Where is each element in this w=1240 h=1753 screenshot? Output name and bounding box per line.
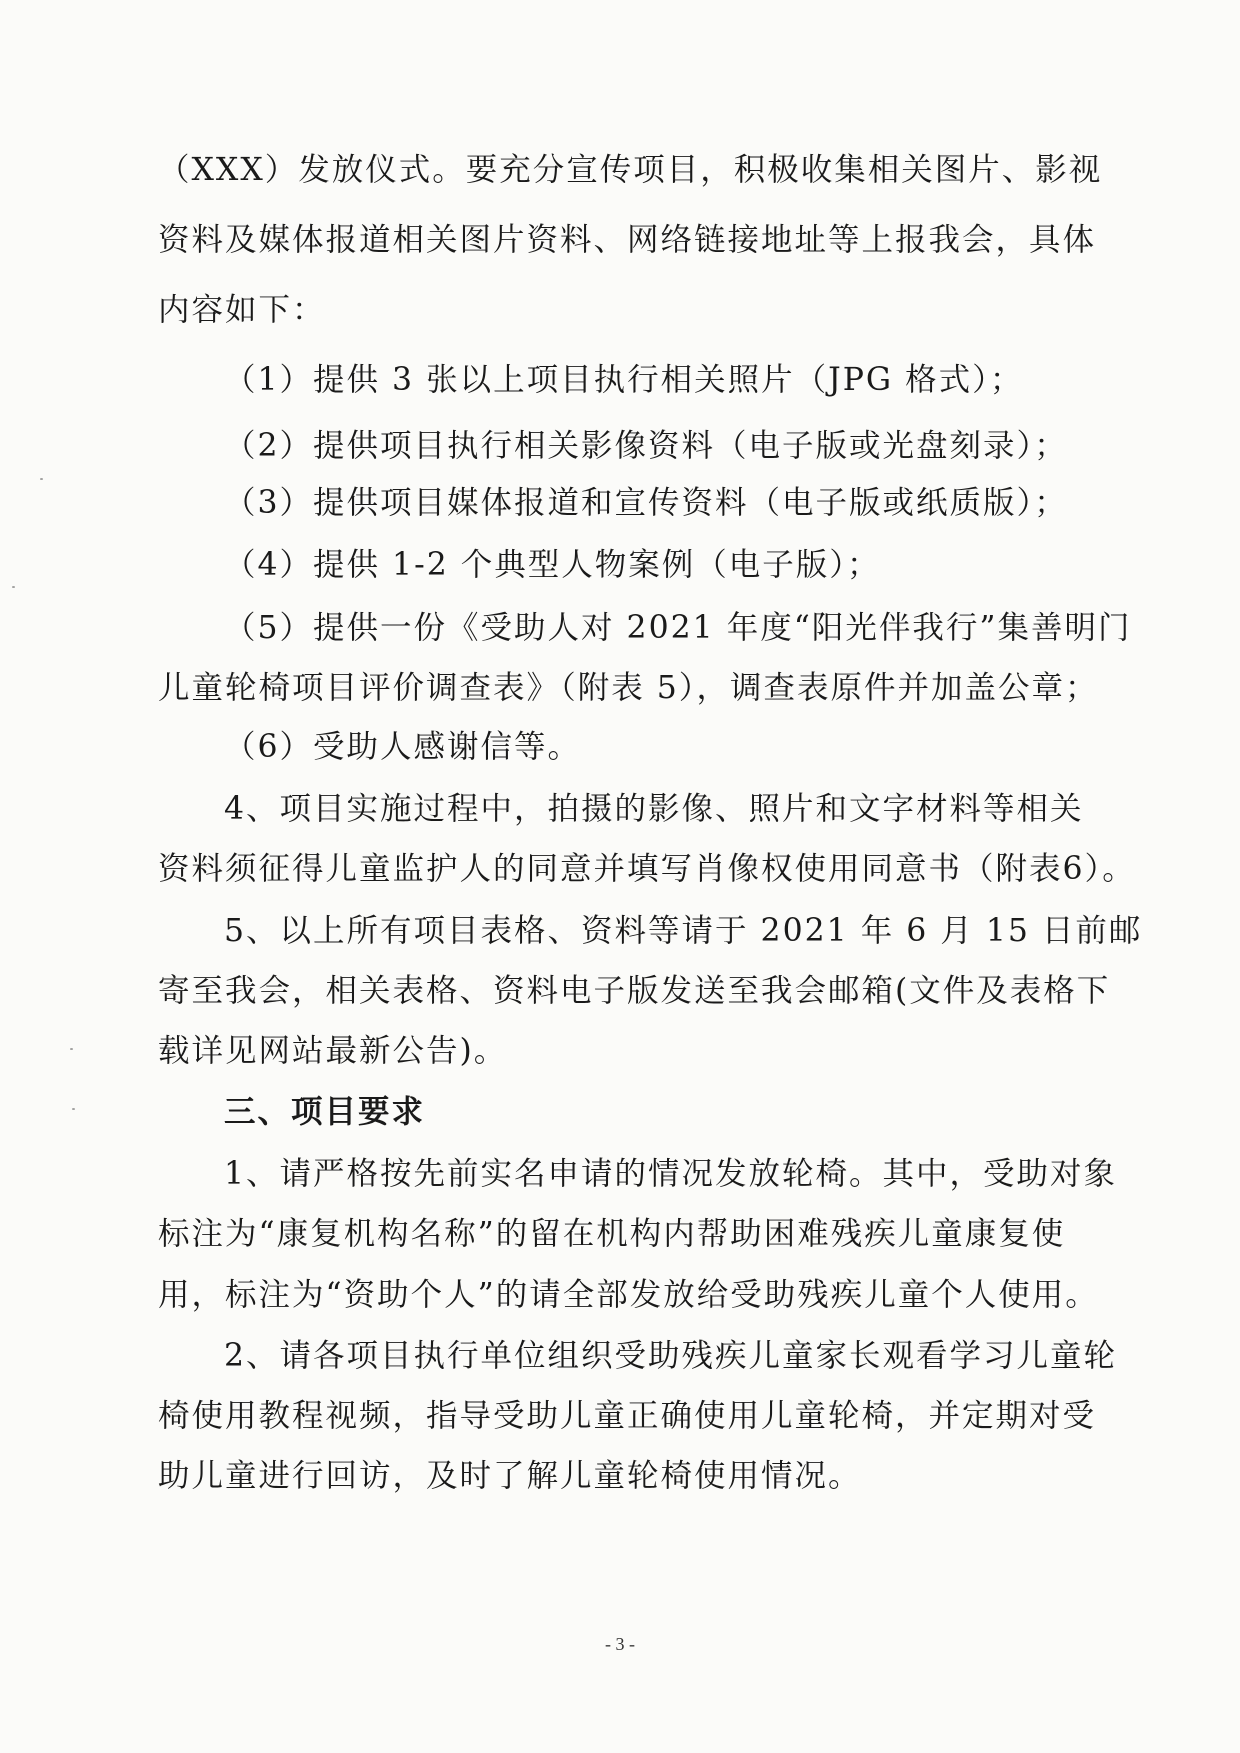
list-item: （3）提供项目媒体报道和宣传资料（电子版或纸质版）；: [224, 485, 1068, 521]
section-heading: 三、项目要求: [224, 1094, 426, 1130]
scan-speck: [72, 1108, 75, 1110]
list-item: （2）提供项目执行相关影像资料（电子版或光盘刻录）；: [224, 428, 1068, 464]
body-text-line: 2、请各项目执行单位组织受助残疾儿童家长观看学习儿童轮: [224, 1338, 1118, 1374]
body-text-line: 内容如下：: [158, 292, 326, 328]
scan-speck: [70, 1048, 73, 1050]
list-item: （4）提供 1-2 个典型人物案例（电子版）；: [224, 547, 881, 583]
body-text-line: 载详见网站最新公告)。: [158, 1033, 508, 1069]
list-item: （6）受助人感谢信等。: [224, 729, 582, 765]
scan-speck: [40, 478, 43, 480]
body-text-line: 椅使用教程视频，指导受助儿童正确使用儿童轮椅，并定期对受: [158, 1398, 1097, 1434]
list-item: （5）提供一份《受助人对 2021 年度“阳光伴我行”集善明门: [224, 610, 1132, 646]
body-text-line: 5、以上所有项目表格、资料等请于 2021 年 6 月 15 日前邮: [224, 913, 1143, 949]
body-text-line: 1、请严格按先前实名申请的情况发放轮椅。其中，受助对象: [224, 1156, 1118, 1192]
list-item: （1）提供 3 张以上项目执行相关照片（JPG 格式）；: [224, 362, 1024, 398]
body-text-line: 资料须征得儿童监护人的同意并填写肖像权使用同意书（附表6）。: [158, 851, 1136, 887]
body-text-line: 标注为“康复机构名称”的留在机构内帮助困难残疾儿童康复使: [158, 1216, 1066, 1252]
body-text-line: （XXX）发放仪式。要充分宣传项目，积极收集相关图片、影视: [158, 152, 1103, 188]
body-text-line: 儿童轮椅项目评价调查表》（附表 5），调查表原件并加盖公章；: [158, 670, 1099, 706]
body-text-line: 助儿童进行回访，及时了解儿童轮椅使用情况。: [158, 1458, 862, 1494]
body-text-line: 4、项目实施过程中，拍摄的影像、照片和文字材料等相关: [224, 791, 1084, 827]
body-text-line: 寄至我会，相关表格、资料电子版发送至我会邮箱(文件及表格下: [158, 973, 1111, 1009]
page-number: - 3 -: [605, 1634, 635, 1654]
body-text-line: 资料及媒体报道相关图片资料、网络链接地址等上报我会，具体: [158, 222, 1097, 258]
body-text-line: 用，标注为“资助个人”的请全部发放给受助残疾儿童个人使用。: [158, 1277, 1099, 1313]
scan-speck: [12, 586, 15, 588]
